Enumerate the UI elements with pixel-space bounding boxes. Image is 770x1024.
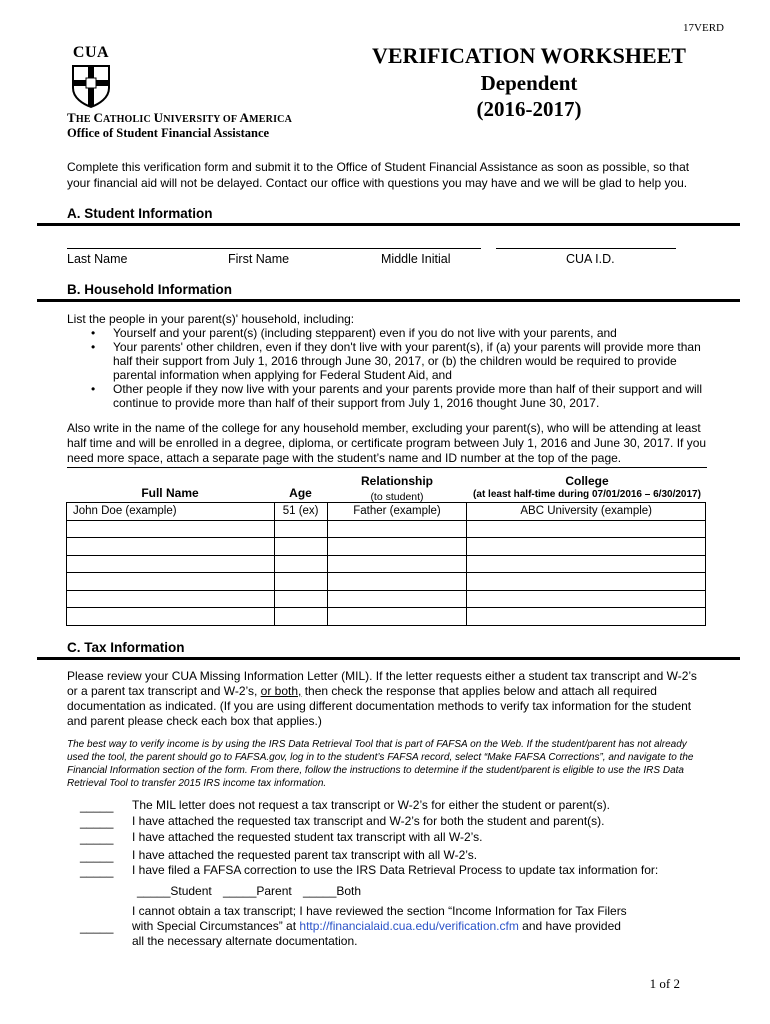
sub-option-parent[interactable]: _____Parent [223,884,292,898]
first-name-label: First Name [228,252,290,266]
age-cell[interactable] [274,520,327,538]
header-age: Age [289,486,312,500]
table-top-rule [67,467,707,468]
page-number: 1 of 2 [649,976,680,991]
option-1-text: The MIL letter does not request a tax transcript or W-2’s for either the student or parent(s). [132,798,611,812]
tax-instructions: Please review your CUA Missing Information Letter (MIL). If the letter requests either a student tax transcript and W-2’s or a parent tax transcript and W-2’s, or both, then check the response that applies below and attach all required documentation as indicated. (If you are using different documentation methods to verify tax information for the student and parent please check each box that applies.) [67,669,697,728]
option-2-blank[interactable]: _____ [80,815,114,829]
age-cell[interactable] [274,608,327,626]
title-year: (2016-2017) [476,97,582,121]
option-6-text: I cannot obtain a tax transcript; I have reviewed the section “Income Information for Tax Filers with Special Circumstances” at http://financialaid.cua.edu/verification.cfm and have provided all the necessary alternate documentation. [132,904,627,948]
option-3-text: I have attached the requested student tax transcript with all W-2’s. [132,830,483,844]
college-cell[interactable] [467,573,706,591]
college-cell[interactable] [467,538,706,556]
section-a-heading: A. Student Information [67,206,213,221]
name-cell[interactable] [67,538,275,556]
relationship-cell[interactable] [327,573,467,591]
college-cell[interactable] [467,520,706,538]
middle-initial-label: Middle Initial [381,252,451,266]
name-cell[interactable] [67,608,275,626]
shield-icon [71,64,111,108]
intro-text: Complete this verification form and submit it to the Office of Student Financial Assistance as soon as possible, so that your financial aid will not be delayed. Contact our office with questions you may have and we will be glad to help you. [67,160,690,190]
bullet-item: • Yourself and your parent(s) (including stepparent) even if you do not live with your parents, and [91,326,617,340]
logo-text: CUA [72,44,110,61]
university-logo [66,44,116,108]
header-relationship-sub: (to student) [370,491,424,503]
relationship-cell[interactable] [327,608,467,626]
name-cell[interactable] [67,555,275,573]
name-cell[interactable] [67,590,275,608]
option-1-blank[interactable]: _____ [80,799,114,813]
age-cell[interactable] [274,573,327,591]
bullet-item: • Other people if they now live with your parents and your parents provide more than half of their support and will continue to provide more than half of their support from July 1, 2016 thought June 30, 2017. [91,382,702,410]
option-2-text: I have attached the requested tax transcript and W-2’s for both the student and parent(s). [132,814,605,828]
option-3-blank[interactable]: _____ [80,831,114,845]
table-row [67,590,706,608]
section-c-rule [37,657,740,660]
college-instructions: Also write in the name of the college for any household member, excluding your parent(s), who will be attending at least half time and will be enrolled in a degree, diploma, or certificate program between July 1, 2016 and June 30, 2017. If you need more space, attach a separate page with the student’s name and ID number at the top of the page. [67,421,707,465]
relationship-cell[interactable] [327,538,467,556]
title-subtitle: Dependent [480,71,578,95]
last-name-label: Last Name [67,252,128,266]
sub-option-student[interactable]: _____Student [137,884,212,898]
university-name: THE CATHOLIC UNIVERSITY OF AMERICA [67,110,293,125]
cua-id-entry-line[interactable] [496,248,676,249]
header-full-name: Full Name [141,486,199,500]
table-row [67,555,706,573]
header-relationship: Relationship [360,474,433,488]
title-main: VERIFICATION WORKSHEET [372,43,686,68]
table-row [67,520,706,538]
option-6-blank[interactable]: _____ [80,920,114,934]
header-college-sub: (at least half-time during 07/01/2016 – 6/30/2017) [473,489,701,500]
household-instructions [67,312,707,410]
section-c-heading: C. Tax Information [67,640,185,655]
college-cell[interactable] [467,555,706,573]
option-4-blank[interactable]: _____ [80,849,114,863]
table-row [67,538,706,556]
example-age-cell[interactable]: 51 (ex) [274,503,327,521]
sub-option-both[interactable]: _____Both [303,884,362,898]
option-5-text: I have filed a FAFSA correction to use the IRS Data Retrieval Process to update tax information for: [132,863,659,877]
cua-id-label: CUA I.D. [566,252,615,266]
household-bullets [67,326,707,410]
relationship-cell[interactable] [327,555,467,573]
household-lead: List the people in your parent(s)' household, including: [67,312,355,326]
example-college-cell[interactable]: ABC University (example) [467,503,706,521]
option-4-text: I have attached the requested parent tax transcript with all W-2’s. [132,848,478,862]
table-row [67,503,706,521]
worksheet-title [364,42,694,122]
college-cell[interactable] [467,590,706,608]
relationship-cell[interactable] [327,520,467,538]
table-row [67,573,706,591]
college-cell[interactable] [467,608,706,626]
example-relationship-cell[interactable]: Father (example) [327,503,467,521]
name-cell[interactable] [67,573,275,591]
name-cell[interactable] [67,520,275,538]
header-college: College [565,474,609,488]
section-b-rule [37,299,740,302]
table-row [67,608,706,626]
household-table [66,502,706,626]
age-cell[interactable] [274,538,327,556]
relationship-cell[interactable] [327,590,467,608]
irs-drt-note: The best way to verify income is by using the IRS Data Retrieval Tool that is part of FAFSA on the Web. If the student/parent has not already used the tool, the parent should go to FAFSA.gov, log in to the student’s FAFSA record, select “Make FAFSA Corrections”, and navigate to the Financial Information section of the form. From there, follow the instructions to determine if the student/parent is eligible to use the IRS Data Retrieval Tool to transfer 2015 IRS income tax information. [67,739,694,789]
example-name-cell[interactable]: John Doe (example) [67,503,275,521]
section-a-rule [37,223,740,226]
verification-link[interactable]: http://financialaid.cua.edu/verification.cfm [299,919,519,933]
age-cell[interactable] [274,555,327,573]
section-b-heading: B. Household Information [67,282,232,297]
office-name: Office of Student Financial Assistance [67,126,270,140]
name-entry-line[interactable] [67,248,481,249]
option-5-blank[interactable]: _____ [80,864,114,878]
bullet-item: • Your parents' other children, even if they don't live with your parent(s), if (a) your parents will provide more than half their support from July 1, 2016 through June 30, 2017, or (b) the children would be required to provide parental information when applying for Federal Student Aid, and [91,340,701,382]
form-code: 17VERD [683,22,724,34]
age-cell[interactable] [274,590,327,608]
